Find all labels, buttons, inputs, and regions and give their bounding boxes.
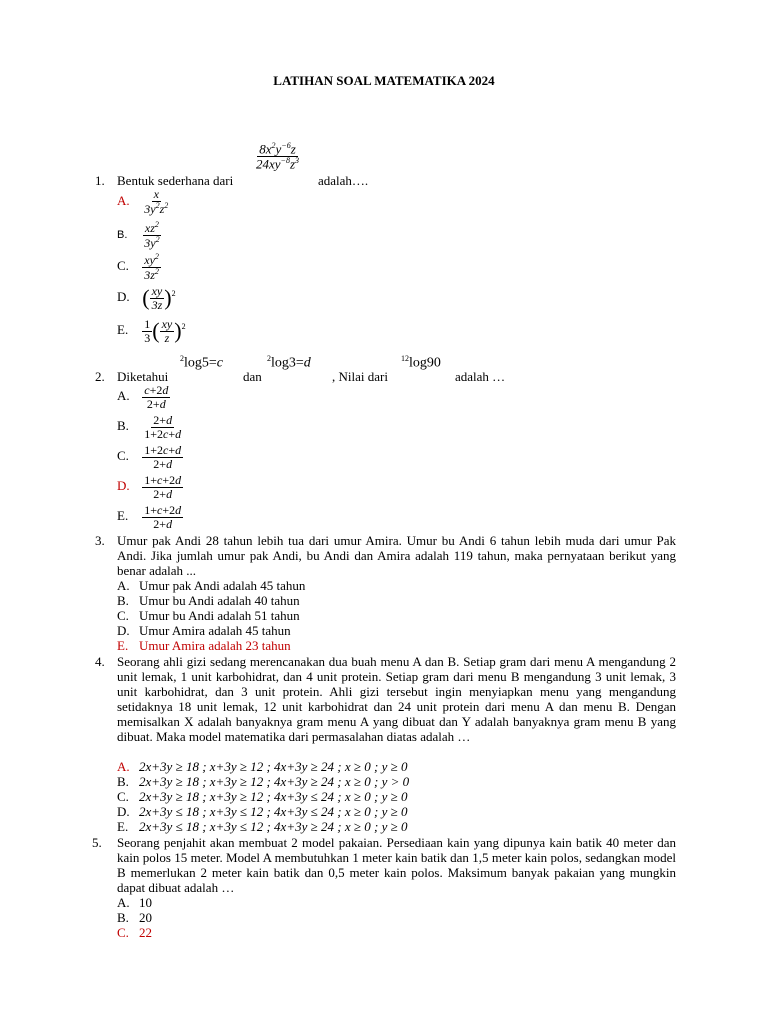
q4-option-b-text: 2x+3y ≥ 18 ; x+3y ≥ 12 ; 4x+3y ≥ 24 ; x ≥ 0 ; y > 0 <box>139 774 410 789</box>
q3-option-d-text: Umur Amira adalah 45 tahun <box>139 623 291 638</box>
q4-option-e <box>117 819 407 834</box>
q1-option-a-label: A. <box>117 192 130 208</box>
q5-option-c-label: C. <box>117 925 129 940</box>
q4-option-d <box>117 804 407 819</box>
q4-option-a <box>117 759 407 774</box>
q5-option-c <box>117 925 152 940</box>
q3-option-a-text: Umur pak Andi adalah 45 tahun <box>139 578 306 593</box>
q1-option-c: C. $\frac{xy^2}{3z^2}$ <box>117 252 159 282</box>
q4-option-d-label: D. <box>117 804 130 819</box>
q3-option-e-text: Umur Amira adalah 23 tahun <box>139 638 291 653</box>
q4-option-c <box>117 789 407 804</box>
q3-option-c-label: C. <box>117 608 129 623</box>
q5-option-a-text: 10 <box>139 895 152 910</box>
q3-option-a <box>117 578 305 593</box>
q1-option-d-label: D. <box>117 289 130 305</box>
q1-text-after: adalah…. <box>318 173 369 188</box>
q5-number: 5. <box>92 835 102 850</box>
q3-option-a-label: A. <box>117 578 130 593</box>
q2-text-1: Diketahui <box>117 369 169 384</box>
q3-text: Umur pak Andi 28 tahun lebih tua dari umur Amira. Umur bu Andi 6 tahun lebih muda dari umur Pak Andi. Jika jumlah umur pak Andi, bu Andi dan Amira adalah 119 tahun, maka pernyataan berikut yang benar adalah ... <box>117 533 676 578</box>
q4-option-c-text: 2x+3y ≥ 18 ; x+3y ≥ 12 ; 4x+3y ≤ 24 ; x ≥ 0 ; y ≥ 0 <box>139 789 408 804</box>
q5-option-a <box>117 895 152 910</box>
q5-option-b-text: 20 <box>139 910 152 925</box>
q3-option-e-label: E. <box>117 638 129 653</box>
q3-number: 3. <box>95 533 105 548</box>
q5-option-b-label: B. <box>117 910 129 925</box>
q2-option-b: B. $\frac{2+d}{1+2c+d}$ <box>117 413 182 441</box>
q2-log-expression-1: $^2$log5=c <box>180 354 224 371</box>
q3-option-c <box>117 608 300 623</box>
q2-option-c: C. $\frac{1+2c+d}{2+d}$ <box>117 443 182 471</box>
q1-option-e: E. $\frac{1}{3}$ ( $\frac{xy}{z}$ )$^2$ <box>117 317 186 345</box>
q5-option-b <box>117 910 152 925</box>
q3-option-e <box>117 638 291 653</box>
q1-option-a: A. $\frac{x}{3y^2z^2}$ <box>117 187 169 216</box>
q3-option-c-text: Umur bu Andi adalah 51 tahun <box>139 608 300 623</box>
q1-option-d: D. ( $\frac{xy}{3z}$ )$^2$ <box>117 284 176 312</box>
q5-text: Seorang penjahit akan membuat 2 model pakaian. Persediaan kain yang dipunya kain batik 40 meter dan kain polos 15 meter. Model A membutuhkan 1 meter kain batik dan 1,5 meter kain polos, sedangkan model B memerlukan 2 meter kain batik dan 0,5 meter kain polos. Maksimum banyak pakaian yang mungkin dapat dibuat adalah … <box>117 835 676 895</box>
q1-option-b-label: B. <box>117 229 128 242</box>
q2-number: 2. <box>95 369 105 384</box>
document-title: LATIHAN SOAL MATEMATIKA 2024 <box>273 73 495 88</box>
q2-option-e: E. $\frac{1+c+2d}{2+d}$ <box>117 503 182 531</box>
q3-option-b-label: B. <box>117 593 129 608</box>
q2-option-b-label: B. <box>117 418 129 434</box>
q4-text: Seorang ahli gizi sedang merencanakan dua buah menu A dan B. Setiap gram dari menu A mengandung 2 unit lemak, 1 unit karbohidrat, dan 4 unit protein. Setiap gram dari menu B mengandung 3 unit lemak, 3 unit karbohidrat, dan 3 unit protein. Ahli gizi tersebut ingin menyiapkan menu yang mengandung setidaknya 18 unit lemak, 12 unit karbohidrat dan 24 unit protein dari menu A dan menu B. Dengan memisalkan X adalah banyaknya gram menu A yang dibuat dan Y adalah banyaknya gram menu B yang dibuat. Maka model matematika dari permasalahan diatas adalah … <box>117 654 676 744</box>
q1-option-c-label: C. <box>117 258 129 274</box>
q4-option-d-text: 2x+3y ≤ 18 ; x+3y ≤ 12 ; 4x+3y ≤ 24 ; x ≥ 0 ; y ≥ 0 <box>139 804 408 819</box>
q5-option-c-text: 22 <box>139 925 152 940</box>
q2-option-d: D. $\frac{1+c+2d}{2+d}$ <box>117 473 182 501</box>
q4-option-a-text: 2x+3y ≥ 18 ; x+3y ≥ 12 ; 4x+3y ≥ 24 ; x ≥ 0 ; y ≥ 0 <box>139 759 408 774</box>
q3-option-b <box>117 593 300 608</box>
q1-text-before: Bentuk sederhana dari <box>117 173 234 188</box>
q5-option-a-label: A. <box>117 895 130 910</box>
q2-log-expression-3: $^{12}$log90 <box>401 354 441 371</box>
q2-option-d-label: D. <box>117 478 130 494</box>
q4-option-a-label: A. <box>117 759 130 774</box>
q1-option-b: B. $\frac{xz^2}{3y^2}$ <box>117 220 160 250</box>
q2-text-2: dan <box>243 369 262 384</box>
q2-option-a-label: A. <box>117 388 130 404</box>
q4-option-b-label: B. <box>117 774 129 789</box>
q4-option-e-text: 2x+3y ≤ 18 ; x+3y ≤ 12 ; 4x+3y ≥ 24 ; x ≥ 0 ; y ≥ 0 <box>139 819 408 834</box>
q1-option-e-label: E. <box>117 322 129 338</box>
q4-option-c-label: C. <box>117 789 129 804</box>
q4-number: 4. <box>95 654 105 669</box>
q1-number: 1. <box>95 173 105 188</box>
q3-option-b-text: Umur bu Andi adalah 40 tahun <box>139 593 300 608</box>
q3-option-d <box>117 623 291 638</box>
q1-expression: $\frac{8x^2y^{-6}z}{24xy^{-8}z^3}$ <box>256 141 300 172</box>
q2-text-3: , Nilai dari <box>332 369 388 384</box>
q2-log-expression-2: $^2$log3=d <box>267 354 311 371</box>
q2-text-4: adalah … <box>455 369 506 384</box>
q4-option-e-label: E. <box>117 819 129 834</box>
q3-option-d-label: D. <box>117 623 130 638</box>
q2-option-e-label: E. <box>117 508 129 524</box>
q4-option-b <box>117 774 409 789</box>
q2-option-c-label: C. <box>117 448 129 464</box>
q2-option-a: A. $\frac{c+2d}{2+d}$ <box>117 383 169 411</box>
